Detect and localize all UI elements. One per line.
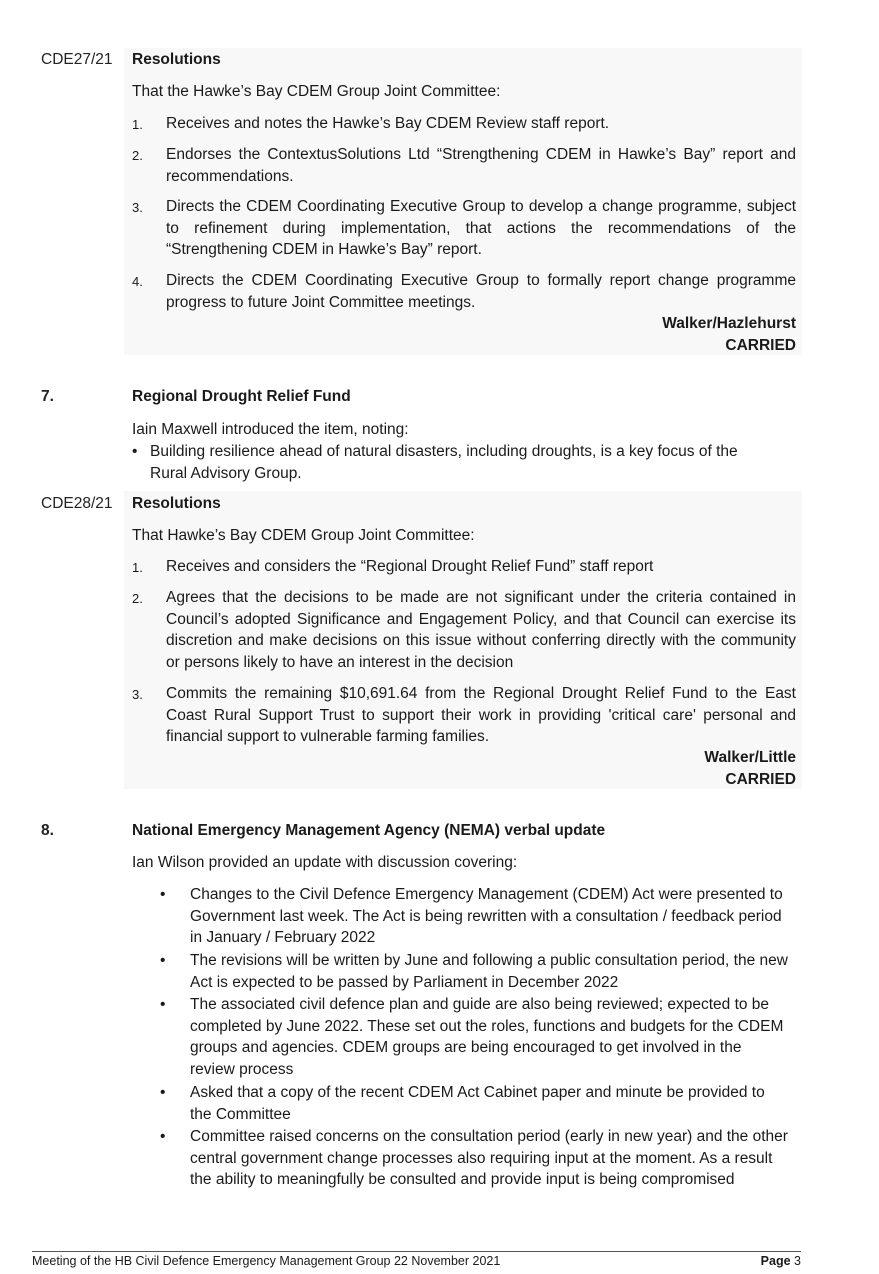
resolution-ref: CDE27/21	[41, 51, 113, 68]
bullet-icon: •	[132, 443, 138, 460]
item-intro: Ian Wilson provided an update with discussion covering:	[132, 854, 518, 871]
bullet-icon: •	[160, 1128, 166, 1145]
resolution-intro: That Hawke’s Bay CDEM Group Joint Committee:	[132, 527, 475, 544]
resolution-item	[132, 683, 796, 748]
bullet-item	[160, 950, 790, 993]
bullet-text: Building resilience ahead of natural disasters, including droughts, is a key focus of the Rural Advisory Group.	[150, 443, 738, 482]
movers: Walker/Hazlehurst	[662, 315, 796, 332]
bullet-item	[160, 1126, 790, 1191]
bullet-icon: •	[160, 952, 166, 969]
status-carried: CARRIED	[725, 770, 796, 788]
status-carried: CARRIED	[725, 336, 796, 354]
item-number: 1.	[132, 117, 143, 132]
movers-block	[704, 747, 796, 790]
bullet-icon: •	[160, 886, 166, 903]
footer-meeting: Meeting of the HB Civil Defence Emergency Management Group 22 November 2021	[32, 1254, 501, 1268]
resolution-item	[132, 144, 796, 187]
item-number: 2.	[132, 148, 143, 163]
resolution-heading: Resolutions	[132, 51, 221, 68]
item-number: 8.	[41, 822, 54, 839]
resolution-ref: CDE28/21	[41, 495, 113, 512]
movers-block	[662, 313, 796, 356]
item-number: 3.	[132, 200, 143, 215]
bullet-text: Committee raised concerns on the consultation period (early in new year) and the other central government change processes also requiring input at the moment. As a result the ability to meaningfully be consulted and provide input is being compromised	[190, 1128, 788, 1188]
resolution-item	[132, 556, 796, 578]
bullet-item	[160, 994, 790, 1080]
page-indicator	[761, 1254, 801, 1268]
item-text: Endorses the ContextusSolutions Ltd “Strengthening CDEM in Hawke’s Bay” report and recommendations.	[166, 146, 796, 185]
bullet-text: Changes to the Civil Defence Emergency Management (CDEM) Act were presented to Government last week. The Act is being rewritten with a consultation / feedback period in January / February 2022	[190, 886, 783, 946]
item-text: Receives and notes the Hawke’s Bay CDEM Review staff report.	[166, 115, 610, 132]
bullet-text: Asked that a copy of the recent CDEM Act Cabinet paper and minute be provided to the Committee	[190, 1084, 765, 1123]
bullet-item	[160, 1082, 790, 1125]
item-text: Receives and considers the “Regional Drought Relief Fund” staff report	[166, 558, 654, 575]
resolution-intro: That the Hawke’s Bay CDEM Group Joint Committee:	[132, 83, 501, 100]
item-number: 2.	[132, 591, 143, 606]
bullet-text: The revisions will be written by June and following a public consultation period, the new Act is expected to be passed by Parliament in December 2022	[190, 952, 788, 991]
footer-divider	[32, 1251, 801, 1252]
item-text: Agrees that the decisions to be made are not significant under the criteria contained in Council’s adopted Significance and Engagement Policy, and that Council can exercise its discretion and make decisions on this issue without conferring directly with the community or persons likely to have an interest in the decision	[166, 589, 796, 671]
resolution-item	[132, 196, 796, 261]
resolution-item	[132, 270, 796, 313]
item-number: 4.	[132, 274, 143, 289]
item-text: Directs the CDEM Coordinating Executive Group to formally report change programme progress to future Joint Committee meetings.	[166, 272, 796, 311]
resolution-heading: Resolutions	[132, 495, 221, 512]
bullet-item	[160, 884, 790, 949]
bullet-icon: •	[160, 1084, 166, 1101]
item-intro: Iain Maxwell introduced the item, noting:	[132, 421, 409, 438]
bullet-icon: •	[160, 996, 166, 1013]
page-label: Page	[760, 1254, 791, 1268]
item-number: 3.	[132, 687, 143, 702]
bullet-text: The associated civil defence plan and guide are also being reviewed; expected to be completed by June 2022. These set out the roles, functions and budgets for the CDEM groups and agencies. CDEM groups are being encouraged to get involved in the review process	[190, 996, 784, 1078]
movers: Walker/Little	[704, 749, 796, 766]
resolution-item	[132, 587, 796, 673]
item-text: Commits the remaining $10,691.64 from the Regional Drought Relief Fund to the East Coast Rural Support Trust to support their work in providing 'critical care' personal and financial support to vulnerable farming families.	[166, 685, 796, 745]
bullet-item	[132, 441, 772, 484]
page-number: 3	[794, 1254, 801, 1268]
item-heading: Regional Drought Relief Fund	[132, 388, 351, 405]
item-heading: National Emergency Management Agency (NEMA) verbal update	[132, 822, 606, 839]
resolution-item	[132, 113, 796, 135]
item-text: Directs the CDEM Coordinating Executive Group to develop a change programme, subject to refinement during implementation, that actions the recommendations of the “Strengthening CDEM in Hawke’s Bay” report.	[166, 198, 796, 258]
item-number: 1.	[132, 560, 143, 575]
item-number: 7.	[41, 388, 54, 405]
